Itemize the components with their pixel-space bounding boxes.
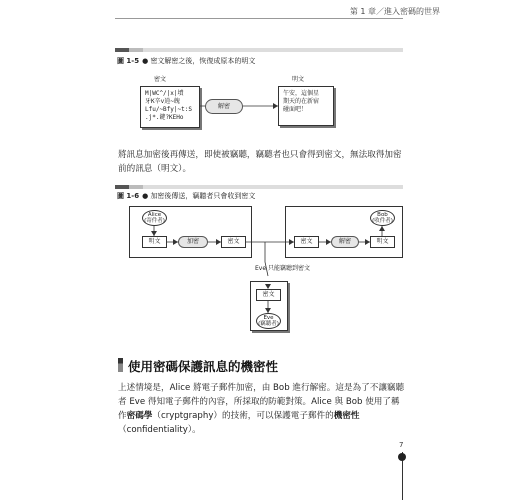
figure-1-label: 圖 1-5 bbox=[117, 57, 140, 65]
figure-1-caption-text: 密文解密之後，恢復成原本的明文 bbox=[150, 57, 256, 65]
eve-note: Eve 只能竊聽到密文 bbox=[255, 265, 310, 272]
paragraph-1: 將訊息加密後再傳送，即使被竊聽，竊聽者也只會得到密文，無法取得加密前的訊息（明文）。 bbox=[118, 150, 402, 174]
decrypt-pill: 解密 bbox=[205, 99, 243, 114]
ciphertext-title: 密文 bbox=[153, 76, 166, 83]
page-number: 7 bbox=[399, 441, 404, 449]
section-title: 使用密碼保護訊息的機密性 bbox=[128, 359, 279, 374]
plaintext-content: 午安，這個星 期天的在新宿 碰面吧！ bbox=[283, 90, 320, 113]
section-marker bbox=[118, 358, 123, 372]
page-dot-icon bbox=[398, 453, 406, 461]
eve-role: (竊聽者) bbox=[258, 321, 279, 327]
chapter-header: 第 1 章／進入密碼的世界 bbox=[349, 7, 440, 16]
bob-plaintext-box: 明文 bbox=[370, 236, 395, 248]
ciphertext-content: M|WC^/|x|墳 牙K辛v逍~魄 Lfu/~Bfy|~t:S .j*.鍵?KEHo bbox=[145, 90, 192, 121]
term-cryptography: 密碼學 bbox=[126, 411, 153, 421]
eve-name: Eve bbox=[263, 315, 274, 321]
paragraph-2-part-3: （confidentiality）。 bbox=[118, 425, 201, 435]
alice-role: (寄件者) bbox=[144, 218, 165, 224]
alice-plaintext-box: 明文 bbox=[142, 236, 167, 248]
figure-2-label: 圖 1-6 bbox=[117, 192, 140, 200]
paragraph-2 bbox=[118, 381, 406, 437]
bullet-icon: ● bbox=[142, 57, 149, 65]
plaintext-title: 明文 bbox=[291, 76, 304, 83]
term-confidentiality: 機密性 bbox=[333, 411, 360, 421]
bob-name: Bob bbox=[377, 212, 388, 218]
paragraph-2-part-1: 上述情境是，Alice 將電子郵件加密，由 Bob 進行解密。這是為了不讓竊聽者 Eve 得知電子郵件的內容，所採取的防範對策。Alice 與 Bob 使用了稱作 bbox=[118, 383, 405, 421]
eve-ciphertext-box: 密文 bbox=[256, 289, 281, 301]
bob-role: (收件者) bbox=[372, 218, 393, 224]
bullet-icon: ● bbox=[142, 192, 149, 200]
paragraph-2-part-2: （cryptgraphy）的技術，可以保護電子郵件的 bbox=[152, 411, 334, 421]
alice-ciphertext-box: 密文 bbox=[221, 236, 246, 248]
alice-name: Alice bbox=[147, 212, 162, 218]
decrypt-pill-2: 解密 bbox=[331, 236, 359, 248]
encrypt-pill: 加密 bbox=[178, 236, 208, 248]
figure-2-caption-text: 加密後傳送，竊聽者只會收到密文 bbox=[150, 192, 256, 200]
bob-ciphertext-box: 密文 bbox=[294, 236, 319, 248]
